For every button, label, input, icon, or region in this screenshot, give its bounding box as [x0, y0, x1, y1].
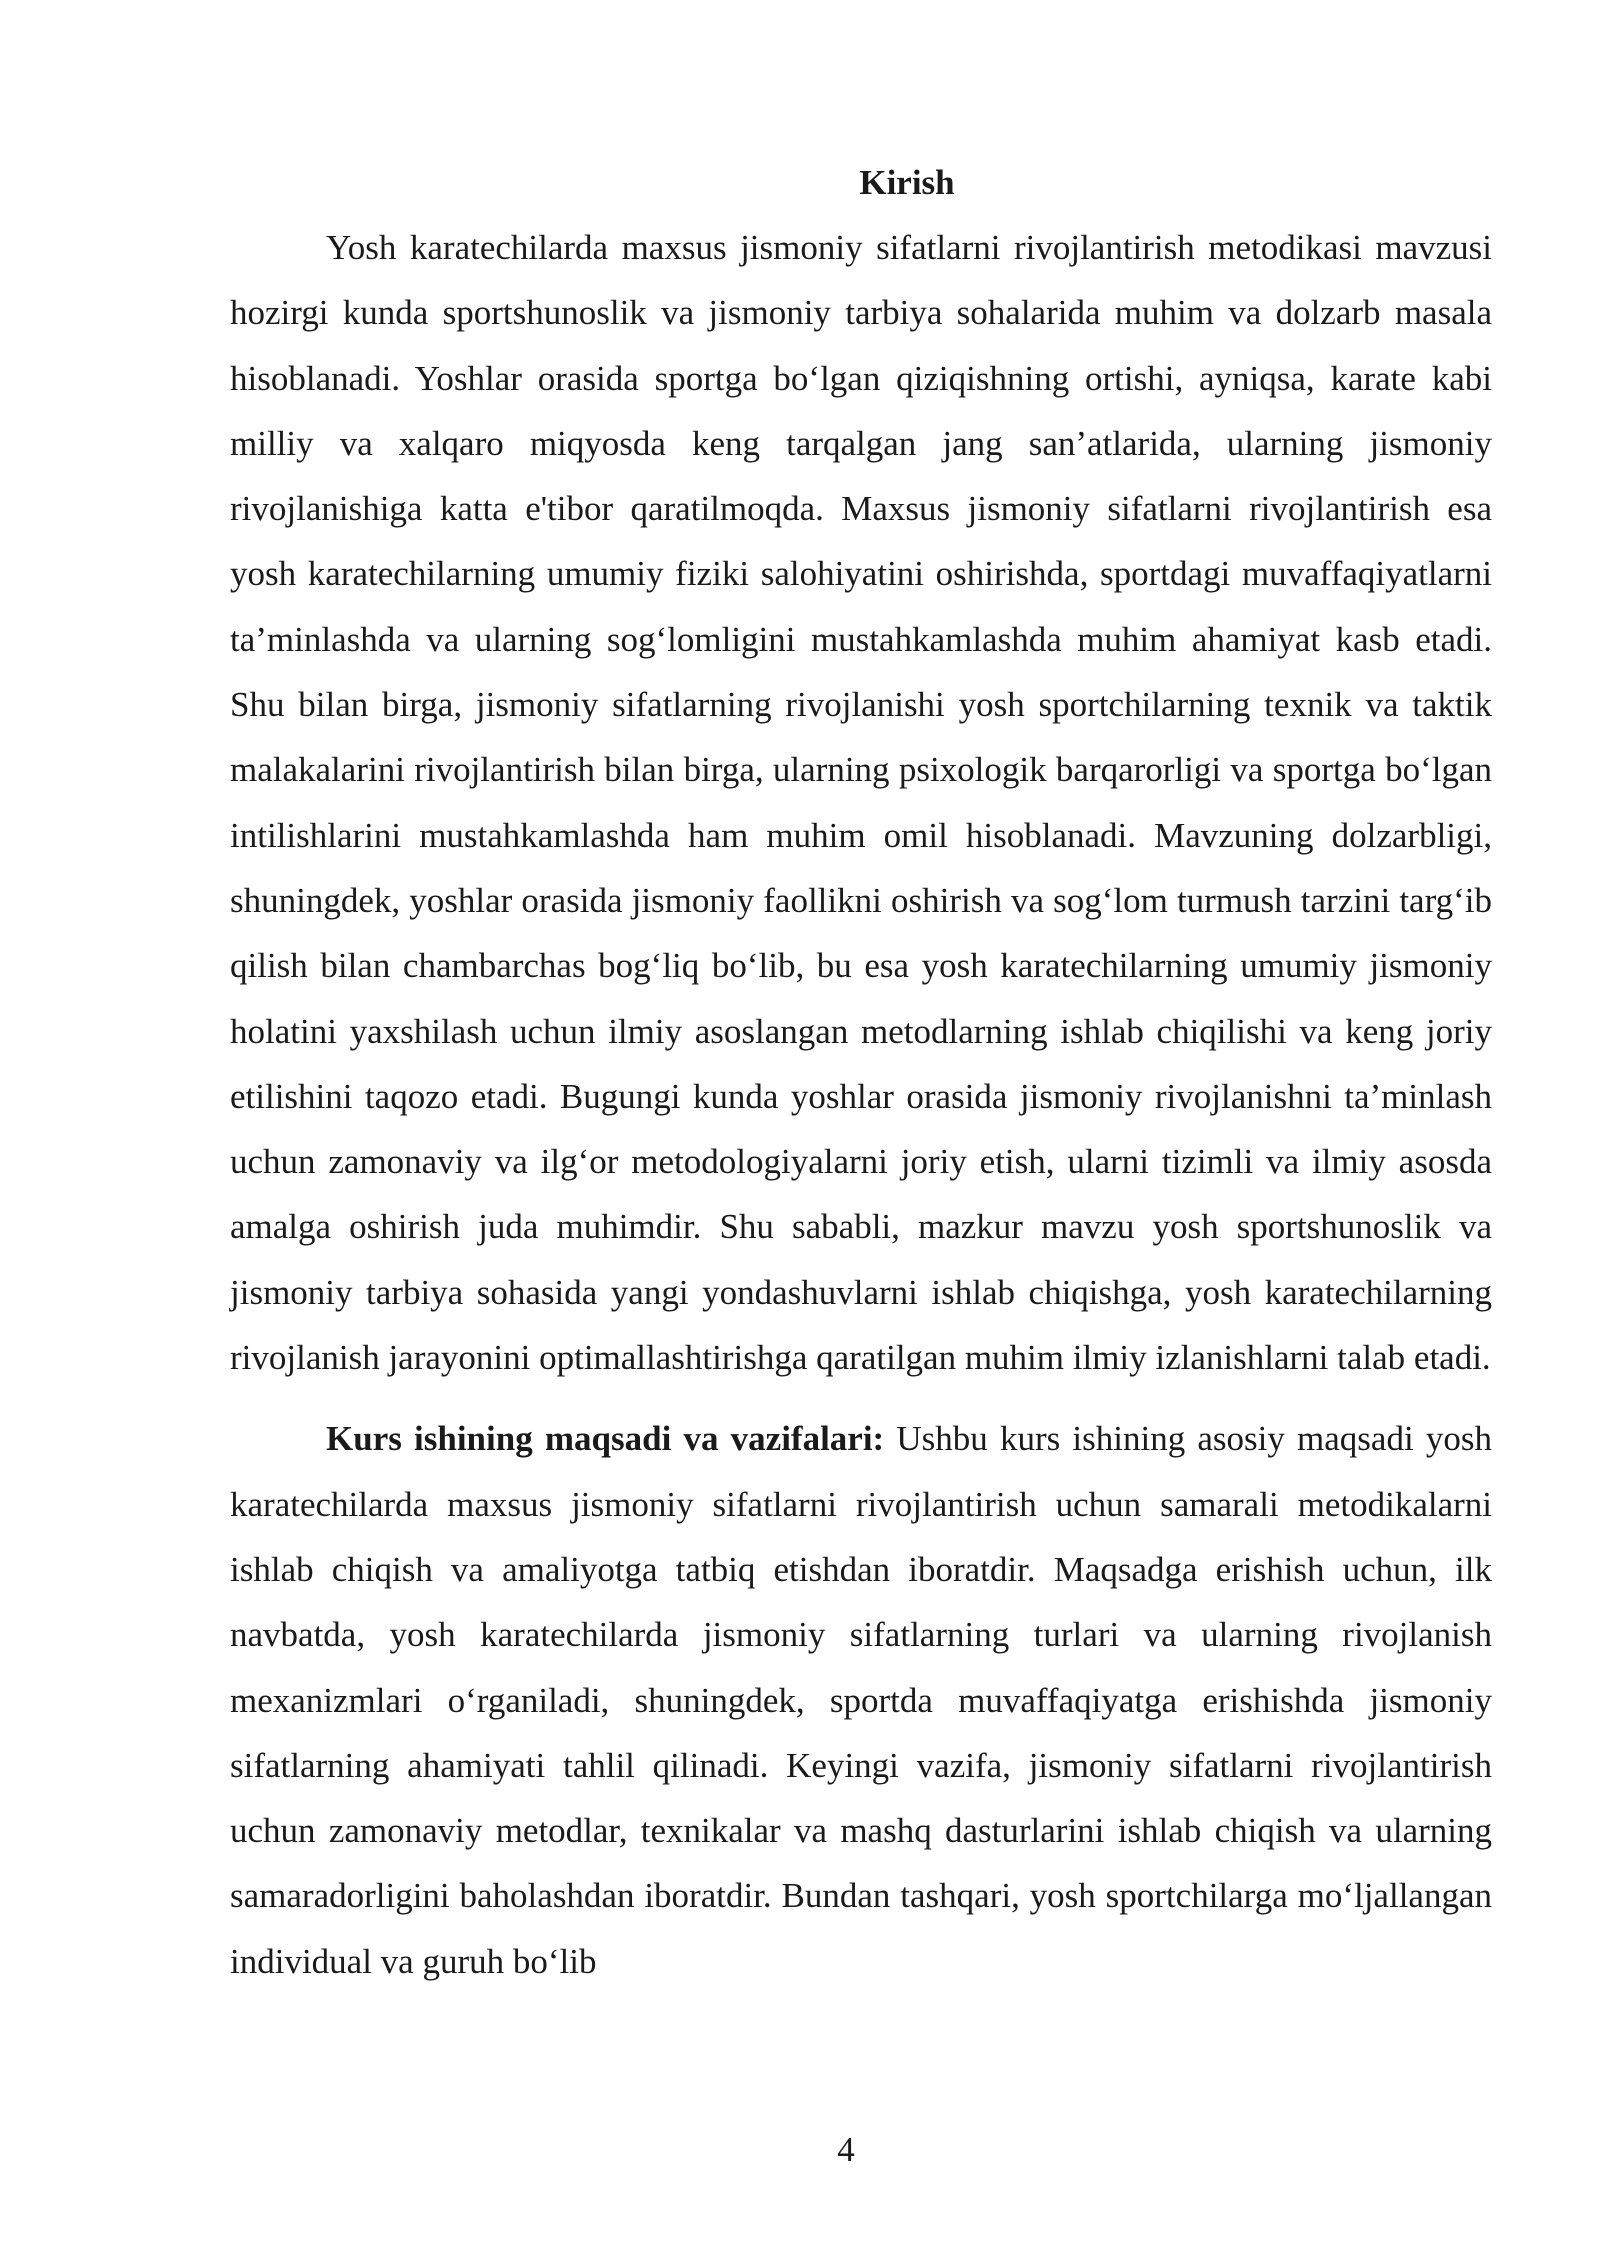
goals-text: Ushbu kurs ishining asosiy maqsadi yosh karatechilarda maxsus jismoniy sifatlarni rivojlantirish uchun samarali metodikalarni ishlab chiqish va amaliyotga tatbiq etishdan iboratdir. Maqsadga erishish uchun, ilk navbatda, yosh karatechilarda jismoniy sifatlarning turlari va ularning rivojlanish mexanizmlari o‘rganiladi, shuningdek, sportda muvaffaqiyatga erishishda jismoniy sifatlarning ahamiyati tahlil qilinadi. Keyingi vazifa, jismoniy sifatlarni rivojlantirish uchun zamonaviy metodlar, texnikalar va mashq dasturlarini ishlab chiqish va ularning samaradorligini baholashdan iboratdir. Bundan tashqari, yosh sportchilarga mo‘ljallangan individual va guruh bo‘lib	[230, 1419, 1492, 1981]
document-page	[230, 150, 1492, 1994]
goals-paragraph	[230, 1406, 1492, 1994]
page-number: 4	[837, 2130, 855, 2169]
intro-paragraph: Yosh karatechilarda maxsus jismoniy sifatlarni rivojlantirish metodikasi mavzusi hozirgi kunda sportshunoslik va jismoniy tarbiya sohalarida muhim va dolzarb masala hisoblanadi. Yoshlar orasida sportga bo‘lgan qiziqishning ortishi, ayniqsa, karate kabi milliy va xalqaro miqyosda keng tarqalgan jang san’atlarida, ularning jismoniy rivojlanishiga katta e'tibor qaratilmoqda. Maxsus jismoniy sifatlarni rivojlantirish esa yosh karatechilarning umumiy fiziki salohiyatini oshirishda, sportdagi muvaffaqiyatlarni ta’minlashda va ularning sog‘lomligini mustahkamlashda muhim ahamiyat kasb etadi. Shu bilan birga, jismoniy sifatlarning rivojlanishi yosh sportchilarning texnik va taktik malakalarini rivojlantirish bilan birga, ularning psixologik barqarorligi va sportga bo‘lgan intilishlarini mustahkamlashda ham muhim omil hisoblanadi. Mavzuning dolzarbligi, shuningdek, yoshlar orasida jismoniy faollikni oshirish va sog‘lom turmush tarzini targ‘ib qilish bilan chambarchas bog‘liq bo‘lib, bu esa yosh karatechilarning umumiy jismoniy holatini yaxshilash uchun ilmiy asoslangan metodlarning ishlab chiqilishi va keng joriy etilishini taqozo etadi. Bugungi kunda yoshlar orasida jismoniy rivojlanishni ta’minlash uchun zamonaviy va ilg‘or metodologiyalarni joriy etish, ularni tizimli va ilmiy asosda amalga oshirish juda muhimdir. Shu sababli, mazkur mavzu yosh sportshunoslik va jismoniy tarbiya sohasida yangi yondashuvlarni ishlab chiqishga, yosh karatechilarning rivojlanish jarayonini optimallashtirishga qaratilgan muhim ilmiy izlanishlarni talab etadi.	[230, 228, 1492, 1378]
section-title: Kirish	[859, 163, 955, 202]
goals-heading: Kurs ishining maqsadi va vazifalari:	[326, 1419, 885, 1459]
